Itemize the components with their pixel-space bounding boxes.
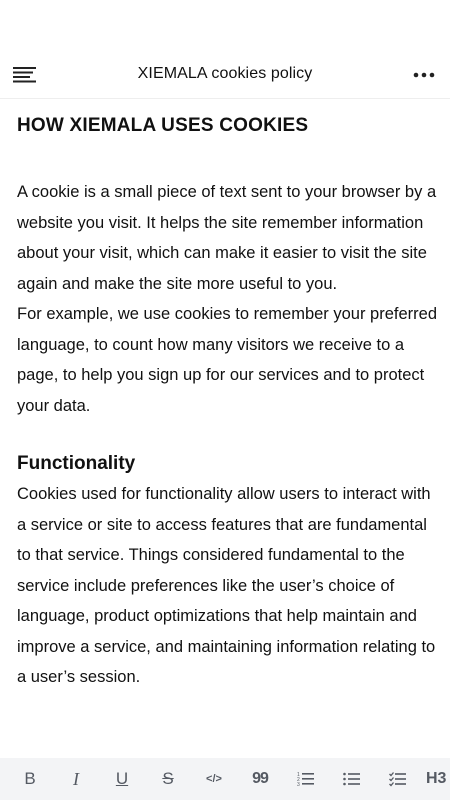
strikethrough-label: S (162, 769, 174, 788)
svg-text:2: 2 (297, 777, 300, 783)
formatting-toolbar (0, 758, 450, 800)
svg-text:1: 1 (297, 772, 300, 778)
italic-icon[interactable] (60, 758, 92, 800)
page-title: XIEMALA cookies policy (137, 65, 313, 82)
document-heading: HOW XIEMALA USES COOKIES (17, 115, 309, 136)
bold-label: B (24, 769, 36, 788)
hamburger-menu-icon[interactable] (13, 64, 39, 84)
checklist-icon[interactable] (382, 758, 414, 800)
underline-icon[interactable] (106, 758, 138, 800)
paragraph-functionality: Cookies used for functionality allow users to interact with a service or site to access features that are fundamental to that service. Things considered fundamental to the service include preferences like the user’s choice of language, product optimizations that help maintain and improve a service, and maintaining information relating to a user’s session. (17, 485, 436, 686)
quote-label: 99 (252, 770, 268, 787)
code-icon[interactable] (198, 758, 230, 800)
strikethrough-icon[interactable] (152, 758, 184, 800)
underline-label: U (115, 769, 129, 788)
numbered-list-icon[interactable] (290, 758, 322, 800)
paragraph-example: For example, we use cookies to remember your preferred language, to count how many visitors we receive to a page, to help you sign up for our services and to protect your data. (17, 305, 437, 415)
paragraph-intro: A cookie is a small piece of text sent to your browser by a website you visit. It helps the site remember information about your visit, which can make it easier to visit the site again and make the site more useful to you. (17, 183, 437, 293)
svg-text:3: 3 (297, 782, 300, 787)
bullet-list-icon[interactable] (336, 758, 368, 800)
more-dots-icon[interactable] (410, 62, 438, 86)
section-heading-functionality: Functionality (17, 453, 136, 474)
italic-label: I (73, 768, 79, 789)
document-content[interactable] (17, 110, 437, 760)
app-header (0, 50, 450, 99)
heading-label: H3 (426, 770, 447, 787)
bold-icon[interactable] (14, 758, 46, 800)
code-label: </> (206, 773, 222, 785)
heading-icon[interactable] (426, 758, 450, 800)
quote-icon[interactable] (244, 758, 276, 800)
